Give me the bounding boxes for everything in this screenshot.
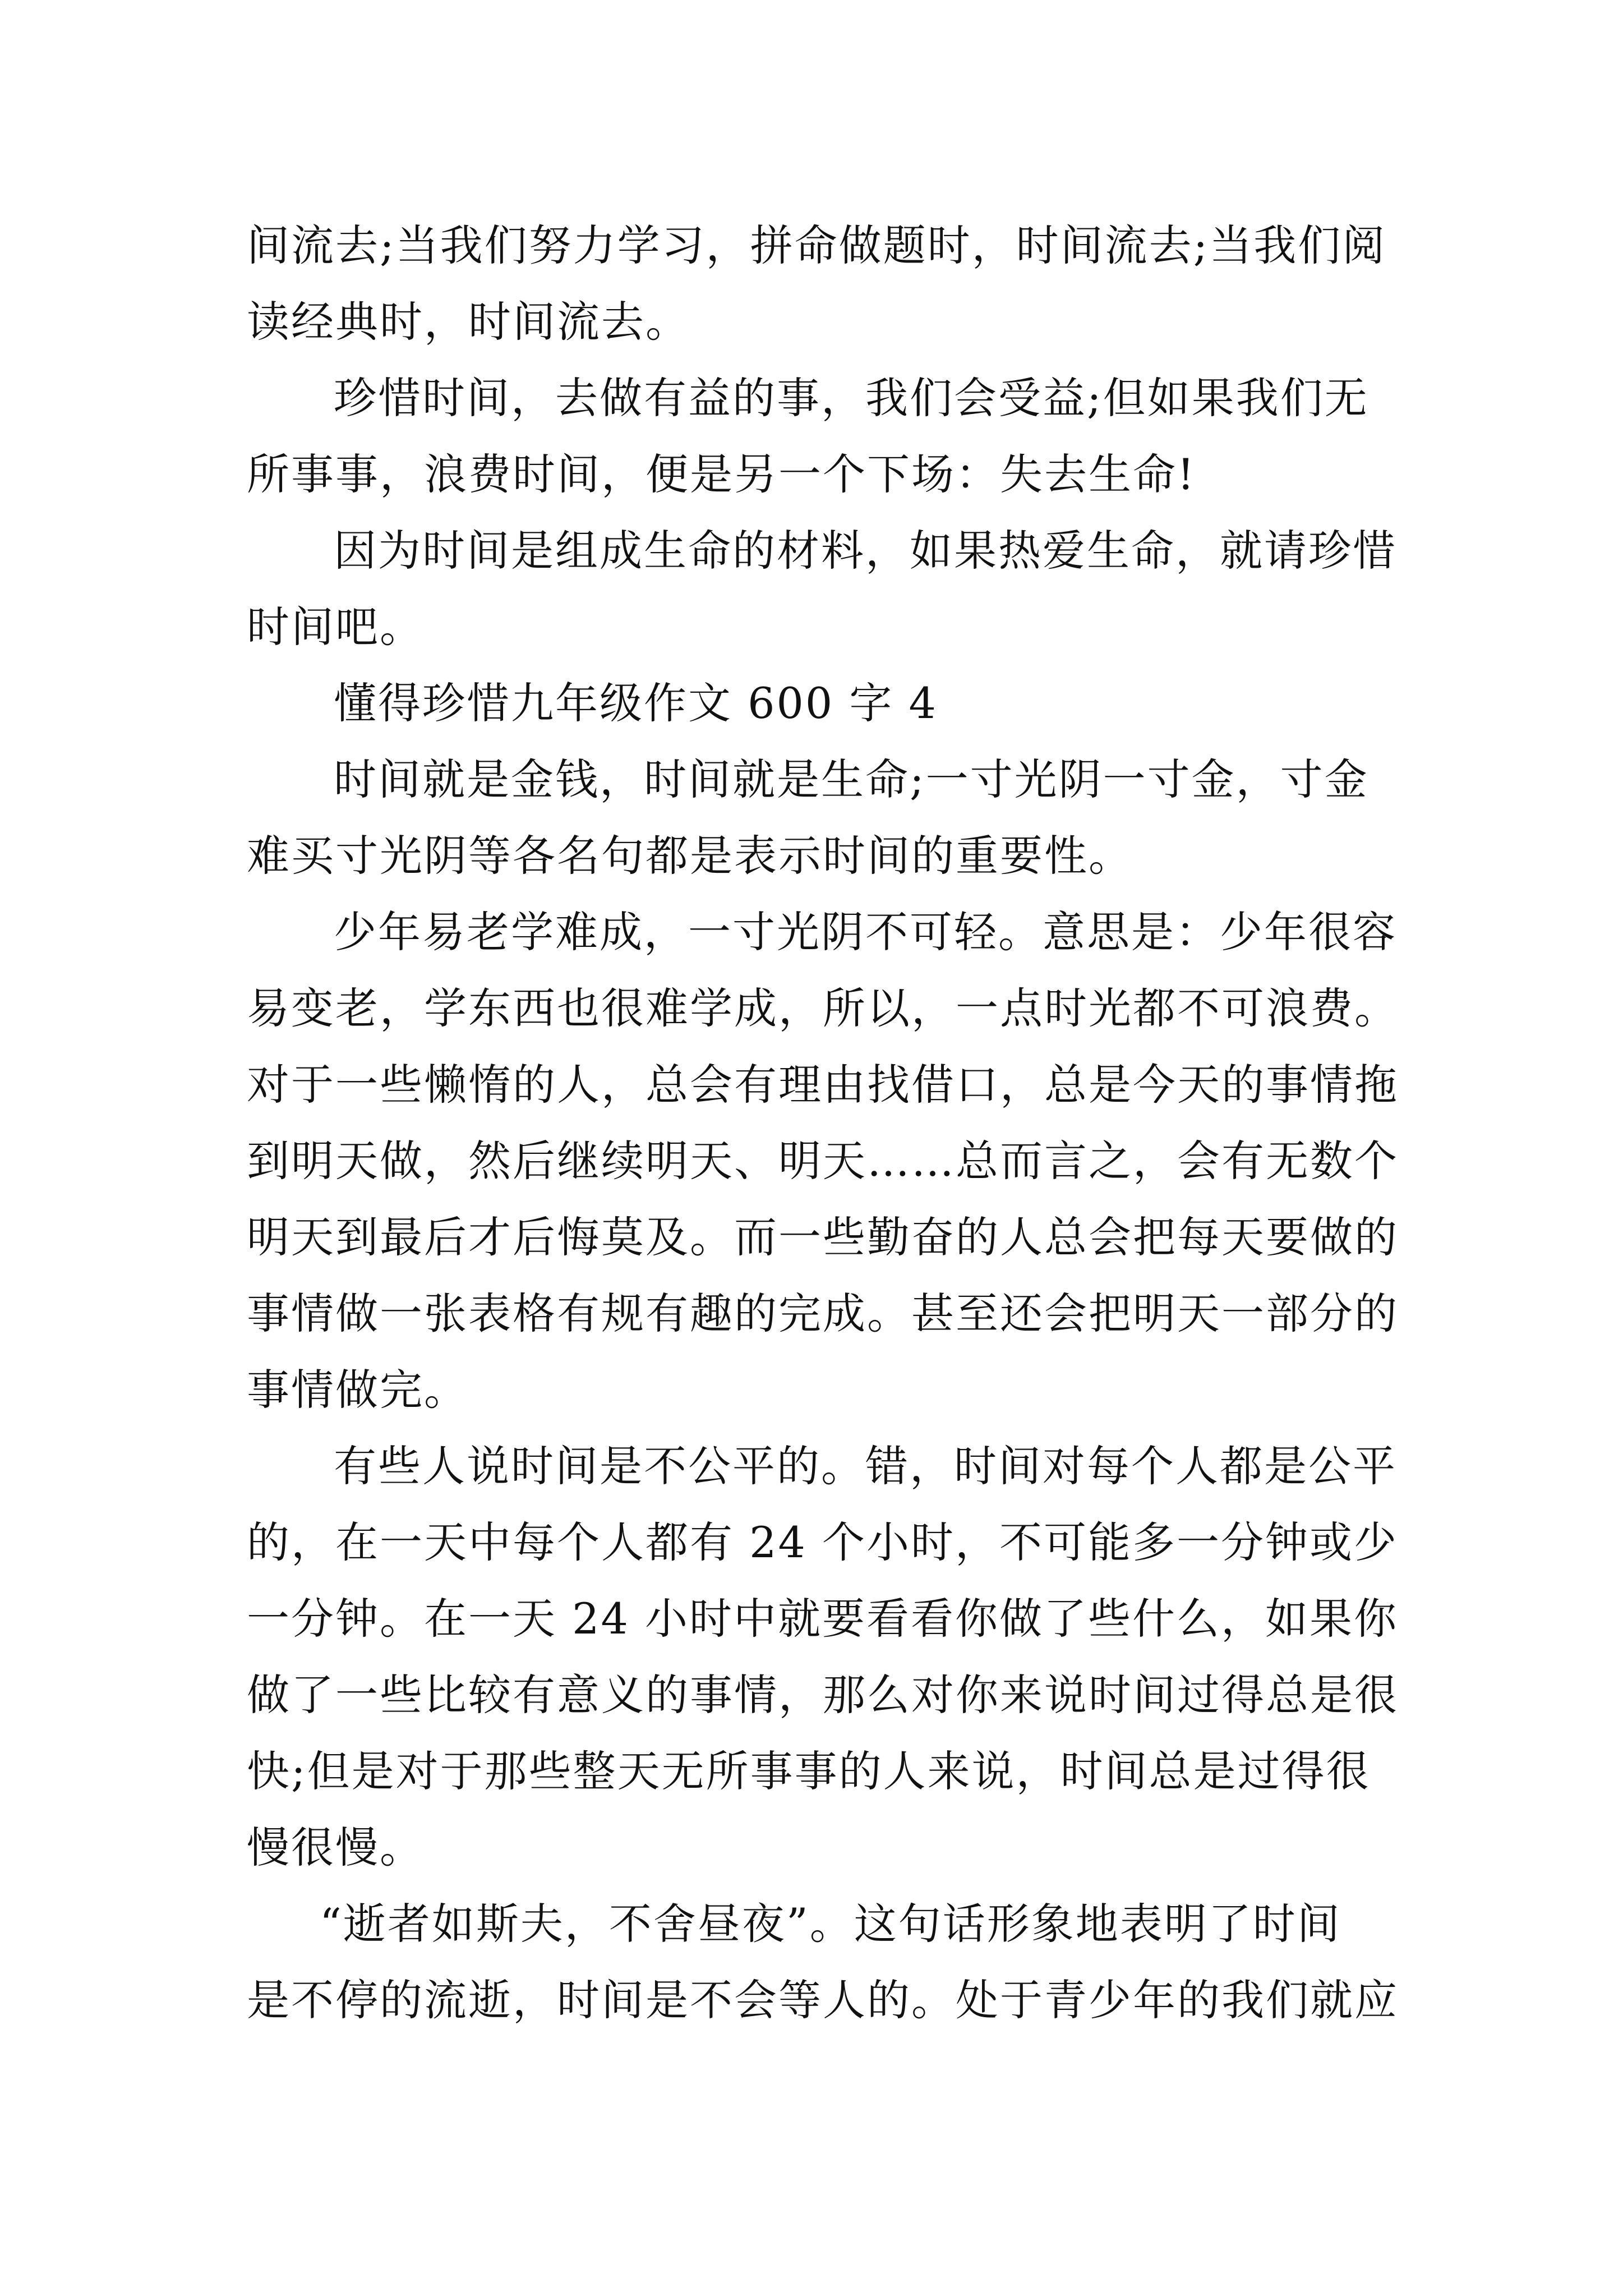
text-line: 事情做一张表格有规有趣的完成。甚至还会把明天一部分的 [247,1289,1399,1338]
text-line: 到明天做，然后继续明天、明天……总而言之，会有无数个 [247,1136,1399,1186]
text-line: 读经典时，时间流去。 [247,297,690,347]
paragraph-first-line: 有些人说时间是不公平的。错，时间对每个人都是公平 [334,1441,1397,1491]
text-line: 是不停的流逝，时间是不会等人的。处于青少年的我们就应 [247,1975,1399,2025]
text-line: 明天到最后才后悔莫及。而一些勤奋的人总会把每天要做的 [247,1212,1399,1262]
text-line: 时间吧。 [247,602,424,652]
text-line: 易变老，学东西也很难学成，所以，一点时光都不可浪费。 [247,983,1399,1033]
section-heading: 懂得珍惜九年级作文 600 字 4 [334,678,938,728]
paragraph-first-line: 时间就是金钱，时间就是生命;一寸光阴一寸金，寸金 [334,754,1369,804]
text-line: 做了一些比较有意义的事情，那么对你来说时间过得总是很 [247,1670,1399,1720]
text-line: 间流去;当我们努力学习，拼命做题时，时间流去;当我们阅 [247,220,1387,270]
paragraph-first-line: 珍惜时间，去做有益的事，我们会受益;但如果我们无 [334,373,1369,423]
text-line: 难买寸光阴等各名句都是表示时间的重要性。 [247,831,1133,881]
paragraph-first-line: “逝者如斯夫，不舍昼夜”。这句话形象地表明了时间 [320,1899,1341,1949]
text-line: 对于一些懒惰的人，总会有理由找借口，总是今天的事情拖 [247,1060,1399,1110]
text-line: 事情做完。 [247,1365,468,1415]
text-line: 快;但是对于那些整天无所事事的人来说，时间总是过得很 [247,1746,1371,1796]
document-body [247,208,1399,2039]
text-line: 所事事，浪费时间，便是另一个下场：失去生命! [247,449,1196,499]
text-line: 的，在一天中每个人都有 24 个小时，不可能多一分钟或少 [247,1517,1399,1567]
paragraph-first-line: 少年易老学难成，一寸光阴不可轻。意思是：少年很容 [334,907,1397,957]
paragraph-first-line: 因为时间是组成生命的材料，如果热爱生命，就请珍惜 [334,526,1397,576]
text-line: 慢很慢。 [247,1823,424,1872]
text-line: 一分钟。在一天 24 小时中就要看看你做了些什么，如果你 [247,1594,1399,1644]
